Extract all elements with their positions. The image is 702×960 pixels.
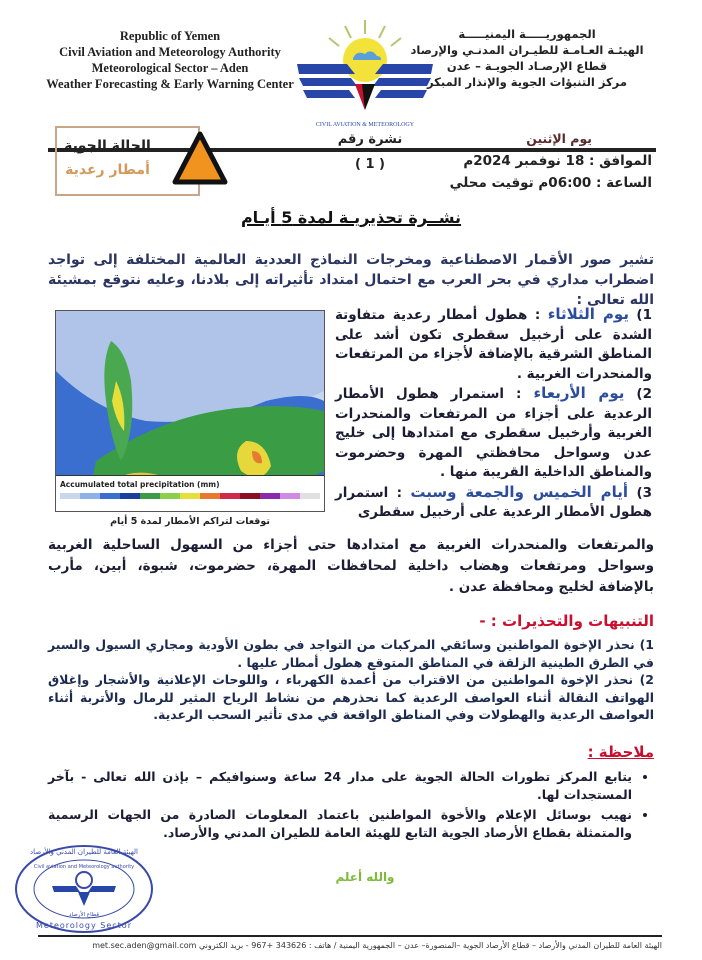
- forecast-text: : استمرار هطول الأمطار الرعدية على أجزاء من المرتفعات والمنحدرات الغربية وأرخبيل سقطرى مع امتدادها إلى خليج عدن وسواحل محافظتي المهرة وحضرموت والمناطق الداخلية القريبة منها .: [335, 386, 652, 480]
- stamp-text: قطاع الأرصاد: [69, 912, 99, 918]
- status-label: الحالة الجوية: [64, 138, 151, 154]
- warnings-list: [48, 636, 654, 724]
- forecast-item: [335, 384, 652, 483]
- day-name: يوم الإثنين: [526, 131, 592, 146]
- footer-contact: الهيئة العامة للطيران المدني والأرصاد – قطاع الأرصاد الجوية –المنصورة– عدن – الجمهورية اليمنية / هاتف : 343626 +967 - بريد الكتروني met.sec.aden@gmail.com: [92, 941, 662, 950]
- status-value: أمطار رعدية: [65, 162, 150, 178]
- bulletin-value: ( 1 ): [355, 157, 385, 172]
- closing-phrase: والله أعلم: [335, 870, 395, 884]
- forecast-continuation: والمرتفعات والمنحدرات الغربية مع امتدادها حتى أجزاء من السهول الساحلية الغربية وسواحل ومرتفعات وهضاب داخلية لمحافظات المهرة، حضرموت، شبوة، أبين، مأرب بالإضافة لخليج ومحافظة عدن .: [48, 537, 654, 595]
- official-stamp: [12, 842, 157, 937]
- warning-triangle-icon: [172, 130, 228, 186]
- warning-item: 2) نحذر الإخوة المواطنين من الاقتراب من أعمدة الكهرباء ، واللوحات الإعلانية والأشجار وإغلاق الهواتف النقالة أثناء العواصف الرعدية كما نحذرهم من نشاط الرياح المثير للرمال والأتربة أثناء العواصف الرعدية والهطولات وفي المناطق الواقعة في مدى تأثير السحب الرعدية.: [48, 672, 654, 722]
- precipitation-map: [55, 310, 325, 512]
- time-line: الساعة : 06:00م توقيت محلي: [449, 175, 652, 191]
- en-line: Republic of Yemen: [119, 29, 221, 43]
- page-title: نشــرة تحذيريـة لمدة 5 أيـام: [240, 208, 462, 227]
- forecast-list: [335, 305, 652, 523]
- date-line: الموافق : 18 نوفمبر 2024م: [463, 153, 652, 169]
- item-number: 2): [636, 386, 652, 402]
- forecast-item: [335, 305, 652, 384]
- precipitation-color-scale: [60, 493, 320, 499]
- ar-line: مركز التنبؤات الجوية والإنذار المبكر: [427, 75, 627, 89]
- logo-text: CIVIL AVIATION & METEOROLOGY: [315, 122, 415, 128]
- notes-list: [48, 768, 654, 844]
- stamp-text: Civil aviation and Meteorology authority: [33, 864, 135, 870]
- en-line: Meteorological Sector – Aden: [91, 61, 249, 75]
- note-item: • يتابع المركز تطورات الحالة الجوية على مدار 24 ساعة وسنوافيكم – بإذن الله تعالى - بآخر المستجدات لها.: [48, 768, 632, 804]
- map-caption: توقعات لتراكم الأمطار لمدة 5 أيام: [110, 516, 270, 527]
- precipitation-map-image: [56, 311, 324, 511]
- en-line: Weather Forecasting & Early Warning Center: [46, 77, 294, 91]
- forecast-day: يوم الأربعاء: [533, 384, 625, 402]
- warning-item: 1) نحذر الإخوة المواطنين وسائقي المركبات من التواجد في بطون الأودية ومجاري السيول والسير في الطرق الطينية الزلقة في المناطق المتوقع هطول أمطار عليها .: [48, 637, 654, 670]
- stamp-text: Meteorology Sector: [36, 921, 132, 930]
- forecast-item: [335, 483, 652, 523]
- item-number: 1): [636, 307, 652, 323]
- forecast-day: يوم الثلاثاء: [547, 305, 629, 323]
- intro-paragraph: تشير صور الأقمار الاصطناعية ومخرجات النماذج العددية العالمية المختلفة إلى تواجد اضطراب مداري في بحر العرب مع احتمال امتداد تأثيراته إلى بلادنا، وعليه نتوقع بمشيئة الله تعالى :: [48, 252, 654, 308]
- footer-divider: [38, 935, 662, 937]
- forecast-text: : هطول أمطار رعدية متفاوتة الشدة على أرخبيل سقطرى تكون أشد على المناطق الشرقية بالإضافة لأجزاء من المرتفعات والمنحدرات الغربية .: [335, 307, 652, 382]
- bulletin-number: [330, 132, 410, 172]
- item-number: 3): [636, 484, 653, 501]
- ar-line: قطاع الإرصـاد الجويـة – عدن: [446, 59, 608, 73]
- bulletin-label: نشرة رقم: [337, 132, 403, 147]
- forecast-text: : استمرار هطول الأمطار الرعدية على أرخبيل سقطرى: [335, 484, 652, 520]
- english-header: [30, 28, 310, 92]
- stamp-text: الهيئة العامة للطيران المدني والأرصاد: [30, 848, 138, 856]
- ar-line: الجمهوريـــــة اليمنيـــــة: [458, 27, 596, 41]
- arabic-header: [402, 26, 652, 90]
- forecast-day: أيام الخميس والجمعة وسبت: [410, 482, 629, 501]
- en-line: Civil Aviation and Meteorology Authority: [59, 45, 281, 59]
- ar-line: الهيئـة العـامـة للطيـران المدنـي والإرصاد: [410, 43, 644, 57]
- notes-heading: ملاحظة :: [587, 743, 654, 761]
- issue-date: [432, 128, 652, 194]
- warnings-heading: التنبيهات والتحذيرات : -: [479, 612, 654, 630]
- map-legend-title: Accumulated total precipitation (mm): [60, 480, 220, 489]
- note-item: • نهيب بوسائل الإعلام والأخوة المواطنين باعتماد المعلومات الصادرة من الجهات الرسمية والمتمثلة بقطاع الأرصاد الجوية التابع للهيئة العامة للطيران المدني والأرصاد.: [48, 806, 632, 842]
